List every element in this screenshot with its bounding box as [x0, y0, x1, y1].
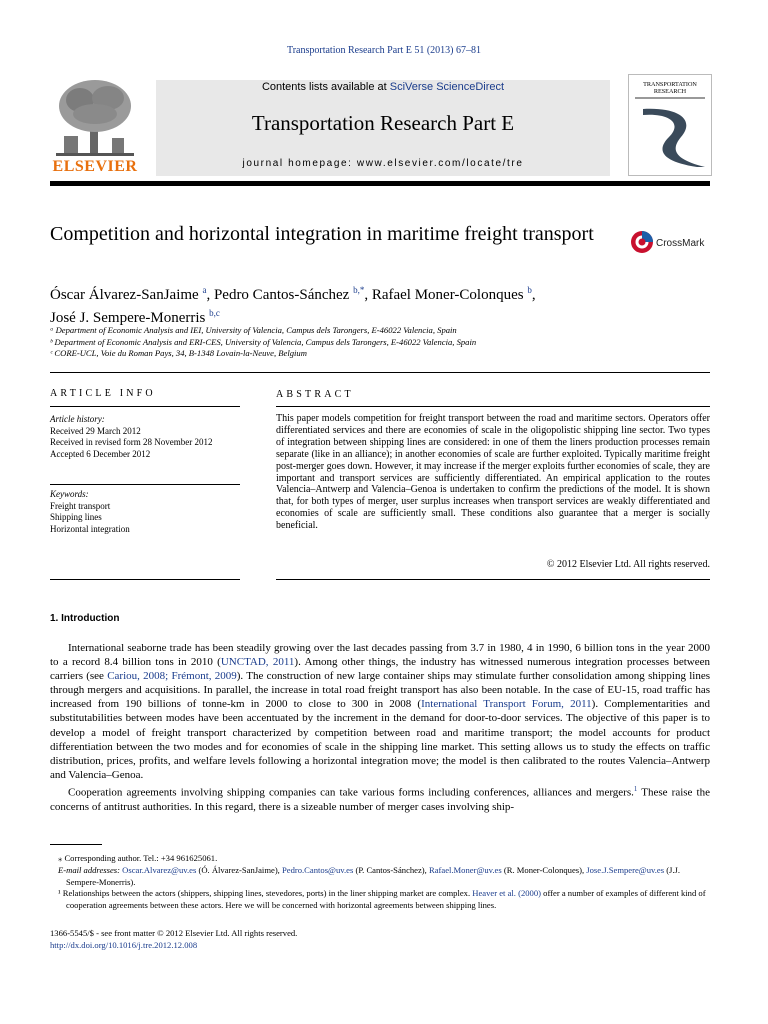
text-run: (J.J. Sempere-Monerris). — [66, 864, 681, 887]
text-run: ). Complementarities and substitutabilities between modes have been accentuated by the increment in the demand for door-to-door services. The objective of this paper is to develop a model of freight transport characterized by competition between road and maritime transport; the model accounts for product differentiation between the two modes and for economies of scale in the shipping line market. This setting allows us to study the effects on traffic distribution, prices, profits, and welfare levels following a horizontal integration move; the model is then calibrated to the routes Valencia–Antwerp and Valencia–Genoa. — [50, 698, 710, 781]
history-label: Article history: — [50, 414, 105, 424]
divider — [276, 579, 710, 580]
cover-title-line2: RESEARCH — [653, 88, 687, 95]
email-link[interactable]: Oscar.Alvarez@uv.es — [122, 864, 197, 875]
divider — [276, 406, 710, 407]
cover-title-line1: TRANSPORTATION — [643, 81, 697, 88]
accepted-date: Accepted 6 December 2012 — [50, 448, 151, 459]
keyword: Shipping lines — [50, 512, 102, 522]
footnote-rule — [50, 844, 102, 845]
citation-link[interactable]: Cariou, 2008; Frémont, 2009 — [107, 670, 237, 683]
text-run: (P. Cantos-Sánchez), — [353, 864, 429, 875]
title-rule — [50, 372, 710, 373]
keyword: Horizontal integration — [50, 523, 130, 534]
introduction-body — [50, 641, 710, 814]
article-info-heading: ARTICLE INFO — [50, 388, 156, 399]
paper-title: Competition and horizontal integration in maritime freight transport — [50, 223, 594, 245]
front-matter — [50, 928, 450, 951]
doi-link[interactable]: http://dx.doi.org/10.1016/j.tre.2012.12.008 — [50, 939, 198, 950]
citation-link[interactable]: UNCTAD, 2011 — [220, 656, 295, 669]
text-run: (R. Moner-Colonques), — [501, 864, 587, 875]
paragraph — [50, 782, 710, 814]
contents-line — [156, 81, 610, 93]
author-sep: , — [206, 287, 214, 303]
email-addresses — [50, 865, 710, 889]
author-name: Óscar Álvarez-SanJaime — [50, 287, 199, 303]
header-rule — [50, 181, 710, 186]
abstract-heading: ABSTRACT — [276, 389, 354, 400]
text-run: International seaborne trade has been steadily growing over the last decades passing from 3.7 in 1980, 4 in 1990, 6 billion tons in the year 2000 to a record 8.4 billion tons in 2010 ( — [50, 642, 710, 669]
received-date: Received 29 March 2012 — [50, 425, 141, 436]
contents-prefix: Contents lists available at — [261, 81, 390, 93]
author-affil-sup[interactable]: b,c — [209, 308, 220, 318]
footnotes — [50, 853, 710, 912]
elsevier-wordmark: ELSEVIER — [52, 158, 138, 175]
citation-link[interactable]: International Transport Forum, 2011 — [421, 698, 592, 711]
journal-cover-image — [628, 74, 712, 176]
paragraph — [50, 641, 710, 782]
author-name: José J. Sempere-Monerris — [50, 310, 206, 326]
journal-homepage[interactable]: journal homepage: www.elsevier.com/locate/tre — [242, 158, 524, 169]
author-name: Pedro Cantos-Sánchez — [213, 287, 350, 303]
text-run: ). Among other things, the industry has witnessed numerous integration processes between carriers (see — [50, 656, 710, 683]
affiliation-b: ᵇ Department of Economic Analysis and ERI-CES, University of Valencia, Campus dels Tarongers, E-46022 Valencia, Spain — [50, 336, 477, 347]
divider — [50, 579, 240, 580]
author-name: Rafael Moner-Colonques — [371, 287, 524, 303]
text-run: Cooperation agreements involving shipping companies can take various forms including conferences, alliances and mergers. — [68, 786, 634, 799]
keywords — [50, 489, 245, 535]
footnote-1 — [50, 888, 710, 912]
email-link[interactable]: Jose.J.Sempere@uv.es — [586, 864, 665, 875]
divider — [50, 406, 240, 407]
affiliations — [50, 325, 730, 360]
email-link[interactable]: Pedro.Cantos@uv.es — [281, 864, 354, 875]
crossmark-badge[interactable] — [630, 228, 714, 256]
text-run: (Ó. Álvarez-SanJaime), — [196, 864, 282, 875]
author-affil-sup[interactable]: b,* — [353, 285, 365, 295]
text-run: ). The construction of new large container ships may stimulate further consolidation among shipping lines through mergers and acquisitions. In parallel, the increase in total road freight transport has also been notable. In the case of EU-15, road traffic has increased from 190 billions of tonne-km in 2000 to close to 300 in 2008 ( — [50, 670, 710, 711]
text-run: ¹ Relationships between the actors (shippers, shipping lines, stevedores, ports) in the liner shipping market are complex. — [58, 888, 473, 899]
affiliation-a: ᵃ Department of Economic Analysis and IEI, University of Valencia, Campus dels Tarongers, E-46022 Valencia, Spain — [50, 325, 457, 335]
issn-line: 1366-5545/$ - see front matter © 2012 Elsevier Ltd. All rights reserved. — [50, 928, 298, 938]
author-list — [50, 281, 670, 327]
journal-title: Transportation Research Part E — [251, 111, 515, 135]
email-link[interactable]: Rafael.Moner@uv.es — [428, 864, 502, 875]
sciencedirect-link[interactable]: SciVerse ScienceDirect — [389, 81, 505, 93]
section-heading: 1. Introduction — [50, 613, 120, 624]
journal-citation[interactable]: Transportation Research Part E 51 (2013) 67–81 — [286, 45, 482, 56]
corresponding-author-note: ⁎ Corresponding author. Tel.: +34 961625061. — [58, 853, 218, 863]
author-affil-sup[interactable]: a — [202, 285, 207, 295]
text-run: These raise the concerns of antitrust authorities. In this regard, there is a sizeable number of merger cases involving ship- — [50, 786, 710, 813]
author-affil-sup[interactable]: b — [527, 285, 532, 295]
text-run: offer a number of examples of different kind of cooperation agreements between these actors. Here we will be concerned with horizontal agreements between shipping lines. — [66, 888, 706, 911]
crossmark-label: CrossMark — [656, 238, 705, 249]
keywords-label: Keywords: — [50, 489, 89, 499]
author-sep: , — [531, 287, 536, 303]
author-sep: , — [364, 287, 372, 303]
citation-link[interactable]: Heaver et al. (2000) — [472, 888, 541, 899]
email-label: E-mail addresses: — [58, 864, 120, 875]
abstract-text: This paper models competition for freight transport between the road and maritime sectors. Operators offer differentiated services and there are economies of scale in the oligopolistic shipping line sector. Two types of integration between shipping lines are considered: in one of them the liners production processes remain separate (like in an alliance); in another economies of scale are further exploited. Typically maritime freight post-merger goes down. However, it may increase if the merger exploits further economies of scale, they are important and transport services are sufficiently differentiated. An empirical application to the routes Valencia–Antwerp and Valencia–Genoa is undertaken to confirm the predictions of the model. It is shown that, for both types of merger, user surplus increases when transport services are weakly differentiated and economies of scale are sufficiently small. These conditions also guarantee that a merger is socially beneficial. — [276, 413, 710, 532]
abstract-copyright: © 2012 Elsevier Ltd. All rights reserved. — [546, 559, 710, 570]
article-history — [50, 414, 245, 460]
keyword: Freight transport — [50, 500, 111, 511]
footnote-ref[interactable]: 1 — [633, 784, 638, 793]
affiliation-c: ᶜ CORE-UCL, Voie du Roman Pays, 34, B-1348 Lovain-la-Neuve, Belgium — [50, 348, 307, 358]
divider — [50, 484, 240, 485]
revised-date: Received in revised form 28 November 2012 — [50, 437, 213, 447]
